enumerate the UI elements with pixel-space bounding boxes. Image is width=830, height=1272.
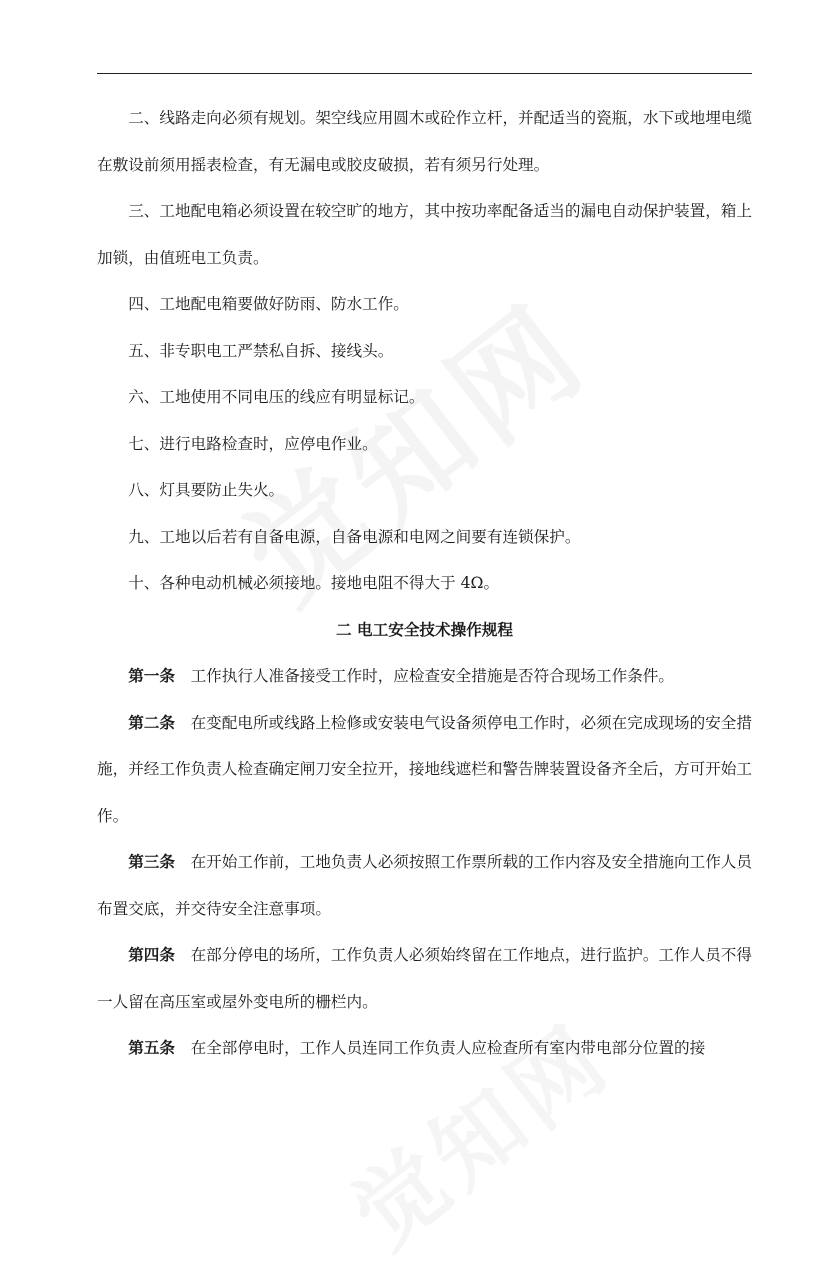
header-rule xyxy=(97,73,752,74)
document-body xyxy=(97,95,752,1072)
list-item: 四、工地配电箱要做好防雨、防水工作。 xyxy=(128,295,409,313)
article-text: 在全部停电时，工作人员连同工作负责人应检查所有室内带电部分位置的接 xyxy=(190,1039,706,1057)
article-label: 第四条 xyxy=(128,945,175,964)
article-text: 在部分停电的场所，工作负责人必须始终留在工作地点，进行监护。工作人员不得一人留在高压室或屋外变电所的栅栏内。 xyxy=(97,946,752,1011)
article-text: 工作执行人准备接受工作时，应检查安全措施是否符合现场工作条件。 xyxy=(190,667,674,685)
list-item: 九、工地以后若有自备电源，自备电源和电网之间要有连锁保护。 xyxy=(128,527,581,546)
list-item: 五、非专职电工严禁私自拆、接线头。 xyxy=(128,341,394,360)
article-label: 第一条 xyxy=(128,666,175,685)
article-text: 在变配电所或线路上检修或安装电气设备须停电工作时，必须在完成现场的安全措施，并经工作负责人检查确定闸刀安全拉开，接地线遮栏和警告牌装置设备齐全后，方可开始工作。 xyxy=(97,713,752,825)
list-item: 六、工地使用不同电压的线应有明显标记。 xyxy=(128,388,425,406)
article-4 xyxy=(97,932,752,1025)
list-item: 七、进行电路检查时，应停电作业。 xyxy=(128,434,378,453)
article-label: 第二条 xyxy=(128,712,175,732)
list-item: 八、灯具要防止失火。 xyxy=(128,481,285,499)
list-item: 三、工地配电箱必须设置在较空旷的地方，其中按功率配备适当的漏电自动保护装置，箱上加锁，由值班电工负责。 xyxy=(97,202,752,267)
article-label: 第五条 xyxy=(128,1038,175,1057)
article-3 xyxy=(97,839,752,932)
list-item: 二、线路走向必须有规划。架空线应用圆木或砼作立杆，并配适当的瓷瓶，水下或地埋电缆在敷设前须用摇表检查，有无漏电或胶皮破损，若有须另行处理。 xyxy=(97,109,752,174)
article-1 xyxy=(97,653,752,700)
list-item: 十、各种电动机械必须接地。接地电阻不得大于 4Ω。 xyxy=(128,574,500,592)
article-5 xyxy=(97,1025,752,1072)
article-2 xyxy=(97,700,752,840)
article-label: 第三条 xyxy=(128,852,175,871)
section-title: 二 电工安全技术操作规程 xyxy=(336,619,513,639)
article-text: 在开始工作前，工地负责人必须按照工作票所载的工作内容及安全措施向工作人员布置交底，并交待安全注意事项。 xyxy=(97,853,752,918)
